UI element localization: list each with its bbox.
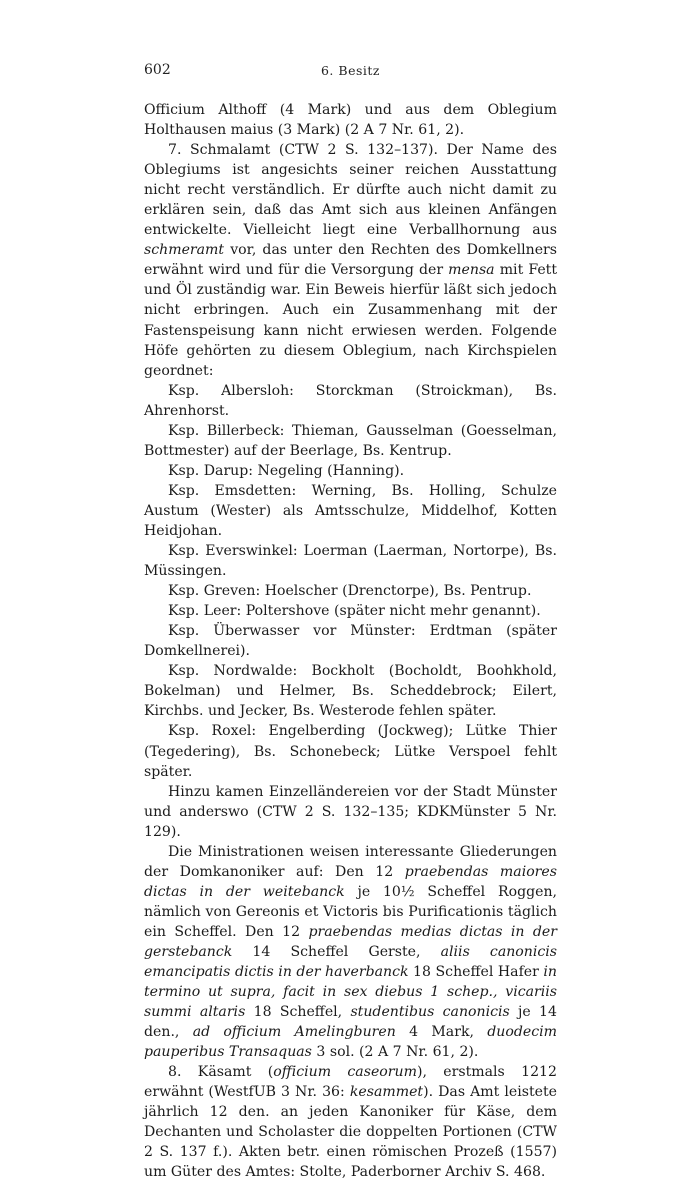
- text-run: 3 sol. (2 A 7 Nr. 61, 2).: [311, 1044, 479, 1061]
- paragraph: [144, 100, 557, 140]
- paragraph: [144, 782, 557, 842]
- text-run: Ksp. Darup: Negeling (Hanning).: [168, 462, 405, 479]
- text-run: Ksp. Albersloh: Storckman (Stroickman), Bs. Ahrenhorst.: [144, 382, 557, 419]
- text-run: Ksp. Everswinkel: Loerman (Laerman, Nortorpe), Bs. Müssingen.: [144, 543, 557, 580]
- text-run: Ksp. Nordwalde: Bockholt (Bocholdt, Boohkhold, Bokelman) und Helmer, Bs. Scheddebrock; Eilert, Kirchbs. und Jecker, Bs. Westerode fehlen später.: [144, 663, 557, 720]
- text-run: vor, das unter den Rechten des Domkellners erwähnt wird und für die Versorgung der: [144, 242, 557, 279]
- italic-term: praebendas maiores dictas in der weitebanck: [144, 863, 557, 900]
- text-run: 18 Scheffel,: [245, 1004, 351, 1021]
- text-run: Ksp. Greven: Hoelscher (Drenctorpe), Bs. Pentrup.: [168, 583, 532, 600]
- text-run: Ksp. Leer: Poltershove (später nicht mehr genannt).: [168, 603, 541, 620]
- text-run: Ksp. Überwasser vor Münster: Erdtman (später Domkellnerei).: [144, 623, 557, 660]
- text-run: Ksp. Emsdetten: Werning, Bs. Holling, Schulze Austum (Wester) als Amtsschulze, Middelhof, Kotten Heidjohan.: [144, 482, 557, 539]
- paragraph: [144, 381, 557, 421]
- italic-term: praebendas medias dictas in der gerstebanck: [144, 923, 557, 960]
- running-head: [144, 62, 557, 84]
- paragraph: [144, 721, 557, 781]
- paragraph: [144, 601, 557, 621]
- paragraph: [144, 541, 557, 581]
- paragraph: [144, 661, 557, 721]
- italic-term: officium caseorum: [273, 1064, 417, 1081]
- italic-term: studentibus canonicis: [350, 1004, 510, 1021]
- text-run: je 10½ Scheffel Roggen, nämlich von Gereonis et Victoris bis Purificationis täglich ein Scheffel. Den 12: [144, 883, 558, 940]
- italic-term: kesammet: [349, 1084, 424, 1101]
- italic-term: schmeramt: [144, 242, 225, 259]
- text-run: 14 Scheffel Gerste,: [232, 943, 441, 960]
- text-run: Ksp. Roxel: Engelberding (Jockweg); Lütke Thier (Tegedering), Bs. Schonebeck; Lütke Verspoel fehlt später.: [144, 723, 557, 780]
- italic-term: mensa: [448, 262, 495, 279]
- italic-term: in termino ut supra, facit in sex diebus 1 schep., vicariis summi altaris: [144, 964, 557, 1021]
- text-run: 8. Käsamt (: [168, 1064, 274, 1081]
- paragraph: [144, 621, 557, 661]
- paragraph: [144, 1062, 557, 1182]
- paragraph: [144, 461, 557, 481]
- text-run: 7. Schmalamt (CTW 2 S. 132–137). Der Name des Oblegiums ist angesichts seiner reichen Ausstattung nicht recht verständlich. Er dürfte auch nicht damit zu erklären sein, daß das Amt sich aus kleinen Anfängen entwickelte. Vielleicht liegt eine Verballhornung aus: [144, 142, 557, 239]
- text-run: ), erstmals 1212 erwähnt (WestfUB 3 Nr. 36:: [144, 1064, 557, 1101]
- page-number: 602: [144, 62, 171, 78]
- paragraph: [144, 421, 557, 461]
- text-run: Die Ministrationen weisen interessante Gliederungen der Domkanoniker auf: Den 12: [144, 843, 557, 880]
- body-text: [144, 100, 557, 1183]
- text-run: 18 Scheffel Hafer: [408, 964, 544, 981]
- text-run: Officium Althoff (4 Mark) und aus dem Oblegium Holthausen maius (3 Mark) (2 A 7 Nr. 61, 2).: [144, 102, 557, 139]
- text-run: je 14 den.,: [144, 1004, 557, 1041]
- paragraph: [144, 581, 557, 601]
- italic-term: duodecim pauperibus Transaquas: [144, 1024, 557, 1061]
- italic-term: ad officium Amelingburen: [192, 1024, 396, 1041]
- text-run: 4 Mark,: [395, 1024, 488, 1041]
- paragraph: [144, 842, 557, 1063]
- paragraph: [144, 140, 557, 381]
- text-run: Ksp. Billerbeck: Thieman, Gausselman (Goesselman, Bottmester) auf der Beerlage, Bs. Kentrup.: [144, 422, 557, 459]
- paragraph: [144, 481, 557, 541]
- text-run: mit Fett und Öl zuständig war. Ein Beweis hierfür läßt sich jedoch nicht erbringen. Auch ein Zusammenhang mit der Fastenspeisung kann nicht erwiesen werden. Folgende Höfe gehörten zu diesem Oblegium, nach Kirchspielen geordnet:: [144, 262, 558, 379]
- chapter-title: 6. Besitz: [320, 63, 380, 78]
- text-run: ). Das Amt leistete jährlich 12 den. an jeden Kanoniker für Käse, dem Dechanten und Scholaster die doppelten Portionen (CTW 2 S. 137 f.). Akten betr. einen römischen Prozeß (1557) um Güter des Amtes: Stolte, Paderborner Archiv S. 468.: [144, 1084, 557, 1181]
- italic-term: aliis canonicis emancipatis dictis in der haverbanck: [144, 943, 558, 981]
- text-run: Hinzu kamen Einzelländereien vor der Stadt Münster und anderswo (CTW 2 S. 132–135; KDKMünster 5 Nr. 129).: [144, 783, 557, 840]
